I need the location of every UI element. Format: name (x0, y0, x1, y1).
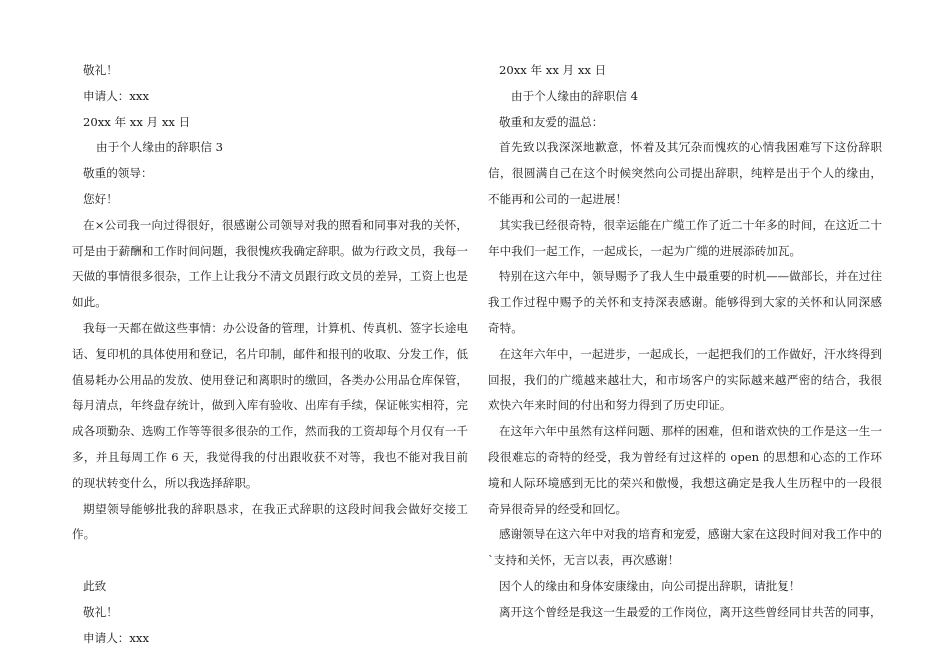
letter-title-3: 由于个人缘由的辞职信 3 (96, 140, 223, 155)
paragraph: 在×公司我一向过得很好，很感谢公司领导对我的照看和同事对我的关怀，可是由于薪酬和工作时间问题，我很愧疚我确定辞职。做为行政文员，我每一天做的事情很多很杂，工作上让我分不清文员跟行政文员的差异，工资上也是如此。 (72, 217, 468, 310)
paragraph: 离开这个曾经是我这一生最爱的工作岗位，离开这些曾经同甘共苦的同事， (499, 604, 882, 619)
left-column (72, 58, 468, 651)
paragraph: 我每一天都在做这些事情：办公设备的管理，计算机、传真机、签字长途电话、复印机的具体使用和登记，名片印制，邮件和报刊的收取、分发工作，低值易耗办公用品的发放、使用登记和离职时的缴回，各类办公用品仓库保管，每月清点，年终盘存统计，做到入库有验收、出库有手续，保证帐实相符，完成各项勤杂、选购工作等等很多很杂的工作，然而我的工资却每个月仅有一千多，并且每周工作 6 天，我觉得我的付出跟收获不对等，我也不能对我目前的现状转变什么，所以我选择辞职。 (72, 320, 468, 490)
closing-regards: 敬礼！ (83, 63, 118, 77)
letter-title-4: 由于个人缘由的辞职信 4 (511, 88, 638, 103)
salutation: 敬重的领导： (83, 166, 153, 181)
greeting: 您好！ (83, 191, 118, 206)
applicant-line: 申请人：xxx (83, 88, 149, 103)
paragraph: 其实我已经很奇特，很幸运能在广缆工作了近二十年多的时间，在这近二十年中我们一起工作，一起成长，一起为广缆的进展添砖加瓦。 (488, 217, 882, 258)
paragraph: 在这年六年中，一起进步，一起成长，一起把我们的工作做好，汗水终得到回报，我们的广缆越来越壮大，和市场客户的实际越来越严密的结合，我很欢快六年来时间的付出和努力得到了历史印证。 (488, 346, 882, 413)
date-line: 20xx 年 xx 月 xx 日 (83, 114, 191, 129)
paragraph: 特别在这六年中，领导赐予了我人生中最重要的时机——做部长，并在过往我工作过程中赐予的关怀和支持深表感谢。能够得到大家的关怀和认同深感奇特。 (488, 269, 882, 335)
paragraph: 因个人的缘由和身体安康缘由，向公司提出辞职，请批复！ (499, 578, 801, 593)
spacer (72, 548, 468, 574)
date-line: 20xx 年 xx 月 xx 日 (499, 63, 607, 77)
paragraph: 期望领导能够批我的辞职恳求，在我正式辞职的这段时间我会做好交接工作。 (72, 501, 468, 542)
paragraph: 在这年六年中虽然有这样问题、那样的困难，但和谐欢快的工作是这一生一段很难忘的奇特的经受，我为曾经有过这样的 open 的思想和心态的工作环境和人际环境感到无比的荣兴和傲慢，我想这确定是我人生历程中的一段很奇异很奇异的经受和回忆。 (488, 424, 882, 516)
paragraph: 感谢领导在这六年中对我的培育和宠爱，感谢大家在这段时间对我工作中的`支持和关怀，无言以表，再次感谢！ (488, 527, 882, 568)
closing-regards: 敬礼！ (83, 604, 118, 619)
paragraph: 首先致以我深深地歉意，怀着及其冗杂而愧疚的心情我困难写下这份辞职信，很圆满自己在这个时候突然向公司提出辞职，纯粹是出于个人的缘由，不能再和公司的一起进展！ (488, 140, 882, 206)
salutation: 敬重和友爱的温总： (499, 114, 604, 129)
applicant-line: 申请人：xxx (83, 630, 149, 645)
closing-ci: 此致 (83, 578, 107, 593)
right-column (488, 58, 882, 626)
